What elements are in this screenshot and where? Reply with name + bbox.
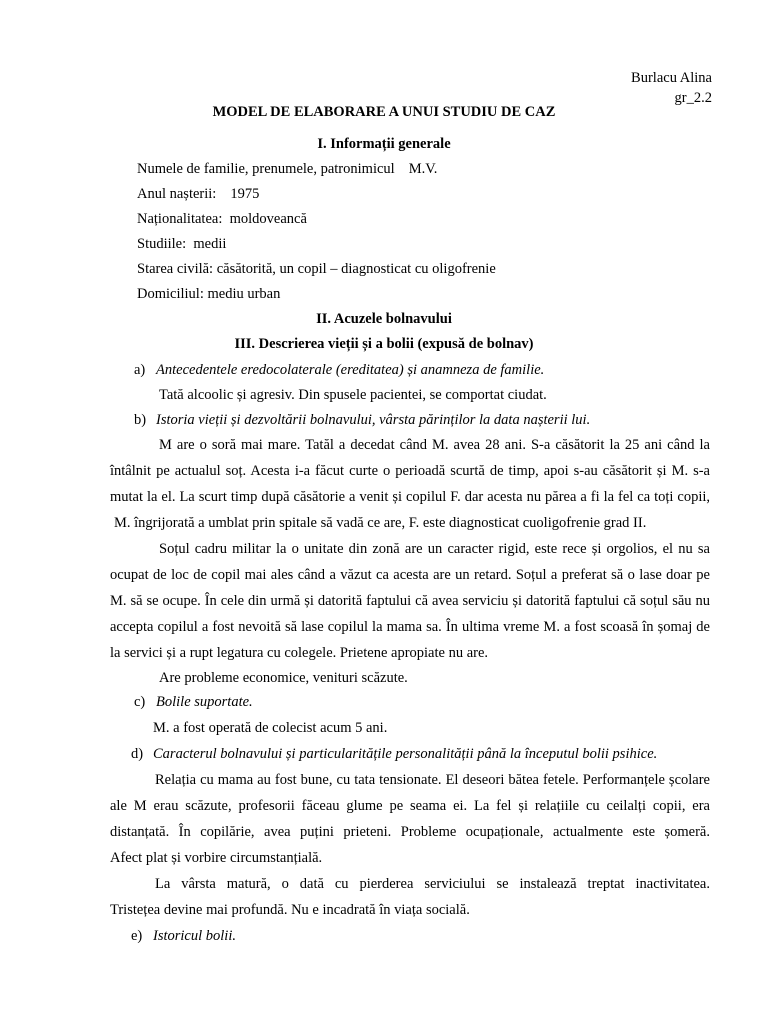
item-b-p3: Are probleme economice, venituri scăzute.: [159, 670, 408, 686]
field-civil-status-value: căsătorită, un copil – diagnosticat cu oligofrenie: [216, 261, 496, 277]
item-d-p1-line: distanțată. În copilărie, avea puțini prieteni. Probleme ocupaționale, actualmente este șomeră.: [110, 824, 710, 840]
document-title: MODEL DE ELABORARE A UNUI STUDIU DE CAZ: [212, 104, 556, 120]
item-e-title: Istoricul bolii.: [153, 928, 236, 944]
author-name: Burlacu Alina: [631, 70, 712, 86]
field-studies: [137, 232, 226, 258]
item-c-title: Bolile suportate.: [156, 694, 253, 710]
item-d-p2-line: Tristețea devine mai profundă. Nu e incadrată în viața socială.: [110, 902, 470, 918]
item-b-p2-line: ocupat de loc de copil mai ales când a văzut ca acesta are un retard. Soțul a preferat să o lase doar pe: [110, 567, 710, 583]
field-civil-status-label: Starea civilă:: [137, 261, 214, 277]
section-1-heading: I. Informații generale: [317, 136, 451, 152]
field-nationality: [137, 207, 307, 233]
item-c-marker: c): [134, 694, 146, 710]
item-a-text: Tată alcoolic și agresiv. Din spusele pacientei, se comportat ciudat.: [159, 387, 547, 403]
section-2-heading: II. Acuzele bolnavului: [316, 311, 452, 327]
field-birth-year-label: Anul nașterii:: [137, 186, 217, 202]
item-b-p2-line: M. să se ocupe. În cele din urmă și datorită faptului că avea serviciu și datorită faptului că soțul său nu: [110, 593, 710, 609]
group-label: gr_2.2: [674, 90, 712, 106]
item-a-marker: a): [134, 362, 146, 378]
item-c: [134, 690, 253, 716]
item-d-p1-line: Relația cu mama au fost bune, cu tata tensionate. El deseori bătea fetele. Performanțele școlare: [155, 772, 710, 788]
item-e: [131, 924, 236, 950]
item-d-title: Caracterul bolnavului și particularitățile personalității până la începutul bolii psihice.: [153, 746, 658, 762]
item-b-p1-line: mutat la el. La scurt timp după căsătorie a venit și copilul F. dar acesta nu părea a fi la fel ca toți copii,: [110, 489, 710, 505]
item-b-p1-line: întâlnit pe actualul soț. Acesta i-a făcut curte o perioadă scurtă de timp, apoi s-au căsătorit și M. s-a: [110, 463, 710, 479]
field-studies-label: Studiile:: [137, 236, 187, 252]
item-b-title: Istoria vieții și dezvoltării bolnavului, vârsta părinților la data nașterii lui.: [156, 412, 591, 428]
item-b-p2-line: accepta copilul a fost nevoită să lase copilul la mama sa. În ultima vreme M. a fost scoasă în șomaj de: [110, 619, 710, 635]
item-b-p1-line: M are o soră mai mare. Tatăl a decedat când M. avea 28 ani. S-a căsătorit la 25 ani când la: [159, 437, 710, 453]
field-birth-year-value: 1975: [230, 186, 260, 202]
field-domicile-value: mediu urban: [207, 286, 281, 302]
item-d-marker: d): [131, 746, 144, 762]
field-nationality-value: moldoveancă: [229, 211, 307, 227]
item-a: [134, 358, 544, 384]
field-name: [137, 157, 437, 183]
item-b-marker: b): [134, 412, 147, 428]
item-c-text: M. a fost operată de colecist acum 5 ani.: [153, 720, 388, 736]
item-b-p1-line: M. îngrijorată a umblat prin spitale să vadă ce are, F. este diagnosticat cuoligofrenie grad II.: [114, 515, 647, 531]
field-nationality-label: Naționalitatea:: [137, 211, 223, 227]
item-d-p2-line: La vârsta matură, o dată cu pierderea serviciului se instalează treptat inactivitatea.: [155, 876, 710, 892]
item-b-p2-line: Soțul cadru militar la o unitate din zonă are un caracter rigid, este rece și orgolios, el nu sa: [159, 541, 710, 557]
item-a-title: Antecedentele eredocolaterale (ereditatea) și anamneza de familie.: [156, 362, 545, 378]
field-name-label: Numele de familie, prenumele, patronimicul: [137, 161, 395, 177]
section-3-heading: III. Descrierea vieții și a bolii (expusă de bolnav): [234, 336, 534, 352]
field-domicile: [137, 282, 280, 308]
item-d-p1-line: Afect plat și vorbire circumstanțială.: [110, 850, 323, 866]
item-b-p2-line: la servici și a rupt legatura cu colegele. Prietene apropiate nu are.: [110, 645, 489, 661]
item-d: [131, 742, 657, 768]
field-name-value: M.V.: [408, 161, 438, 177]
field-studies-value: medii: [193, 236, 227, 252]
item-d-p1-line: ale M erau scăzute, profesorii făceau glume pe seama ei. La fel și relațiile cu ceilalți copii, era: [110, 798, 710, 814]
field-birth-year: [137, 182, 259, 208]
field-domicile-label: Domiciliul:: [137, 286, 204, 302]
item-e-marker: e): [131, 928, 143, 944]
field-civil-status: [137, 257, 496, 283]
item-b: [134, 408, 590, 434]
